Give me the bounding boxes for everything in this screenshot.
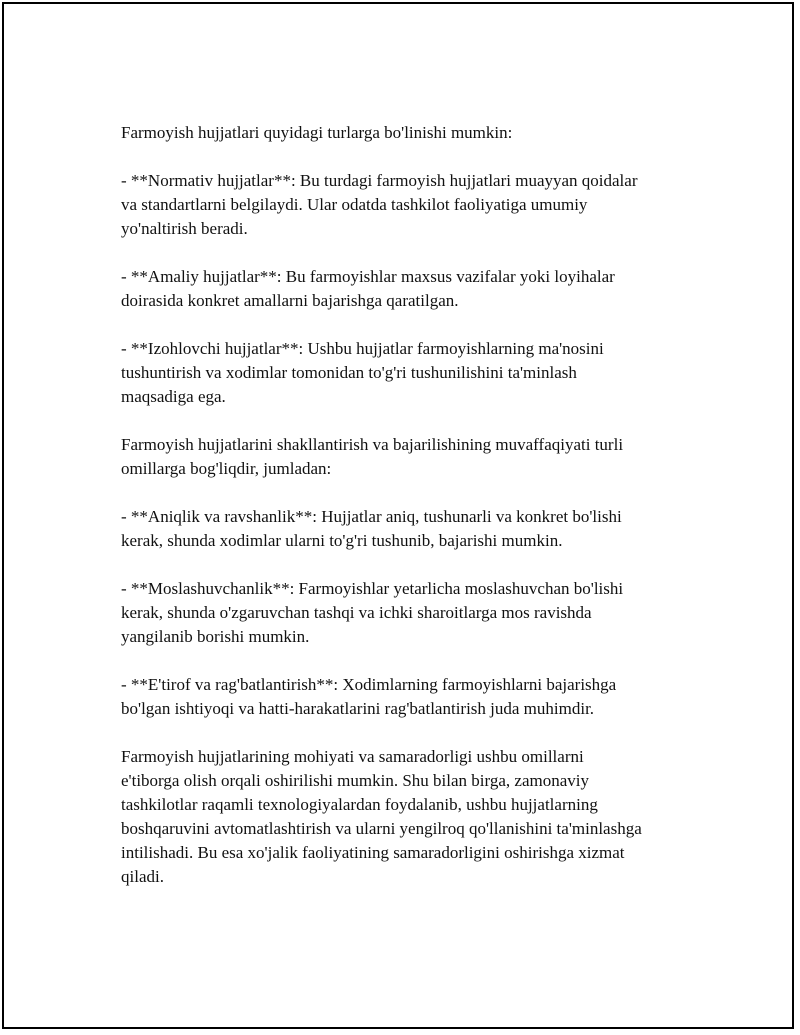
text-line: maqsadiga ega. [121, 387, 226, 406]
list-item-izohlovchi [121, 337, 721, 409]
page-frame [2, 2, 794, 1029]
text-line: kerak, shunda o'zgaruvchan tashqi va ichki sharoitlarga mos ravishda [121, 603, 592, 622]
text-line: yangilanib borishi mumkin. [121, 627, 310, 646]
list-item-moslashuvchanlik [121, 577, 721, 649]
text-line: - **Aniqlik va ravshanlik**: Hujjatlar aniq, tushunarli va konkret bo'lishi [121, 507, 622, 526]
text-line: tushuntirish va xodimlar tomonidan to'g'ri tushunilishini ta'minlash [121, 363, 577, 382]
conclusion-paragraph [121, 745, 721, 889]
text-line: - **Moslashuvchanlik**: Farmoyishlar yetarlicha moslashuvchan bo'lishi [121, 579, 624, 598]
text-line: yo'naltirish beradi. [121, 219, 248, 238]
text-line: intilishadi. Bu esa xo'jalik faoliyatining samaradorligini oshirishga xizmat [121, 843, 625, 862]
text-line: Farmoyish hujjatlarining mohiyati va samaradorligi ushbu omillarni [121, 747, 584, 766]
list-item-amaliy [121, 265, 721, 313]
text-line: tashkilotlar raqamli texnologiyalardan foydalanib, ushbu hujjatlarning [121, 795, 598, 814]
document-body [121, 121, 721, 913]
list-item-aniqlik [121, 505, 721, 553]
text-line: va standartlarni belgilaydi. Ular odatda tashkilot faoliyatiga umumiy [121, 195, 588, 214]
text-line: e'tiborga olish orqali oshirilishi mumkin. Shu bilan birga, zamonaviy [121, 771, 589, 790]
text-line: Farmoyish hujjatlarini shakllantirish va bajarilishining muvaffaqiyati turli [121, 435, 624, 454]
list-item-normativ [121, 169, 721, 241]
text-line: qiladi. [121, 867, 164, 886]
text-line: doirasida konkret amallarni bajarishga qaratilgan. [121, 291, 459, 310]
text-line: bo'lgan ishtiyoqi va hatti-harakatlarini rag'batlantirish juda muhimdir. [121, 699, 595, 718]
list-item-etirof [121, 673, 721, 721]
text-line: kerak, shunda xodimlar ularni to'g'ri tushunib, bajarishi mumkin. [121, 531, 563, 550]
text-line: boshqaruvini avtomatlashtirish va ularni yengilroq qo'llanishini ta'minlashga [121, 819, 642, 838]
factors-intro-paragraph [121, 433, 721, 481]
intro-paragraph [121, 121, 721, 145]
text-line: - **Izohlovchi hujjatlar**: Ushbu hujjatlar farmoyishlarning ma'nosini [121, 339, 604, 358]
text-line: - **Amaliy hujjatlar**: Bu farmoyishlar maxsus vazifalar yoki loyihalar [121, 267, 615, 286]
text-line: Farmoyish hujjatlari quyidagi turlarga bo'linishi mumkin: [121, 123, 513, 142]
text-line: - **Normativ hujjatlar**: Bu turdagi farmoyish hujjatlari muayyan qoidalar [121, 171, 638, 190]
text-line: - **E'tirof va rag'batlantirish**: Xodimlarning farmoyishlarni bajarishga [121, 675, 617, 694]
text-line: omillarga bog'liqdir, jumladan: [121, 459, 332, 478]
